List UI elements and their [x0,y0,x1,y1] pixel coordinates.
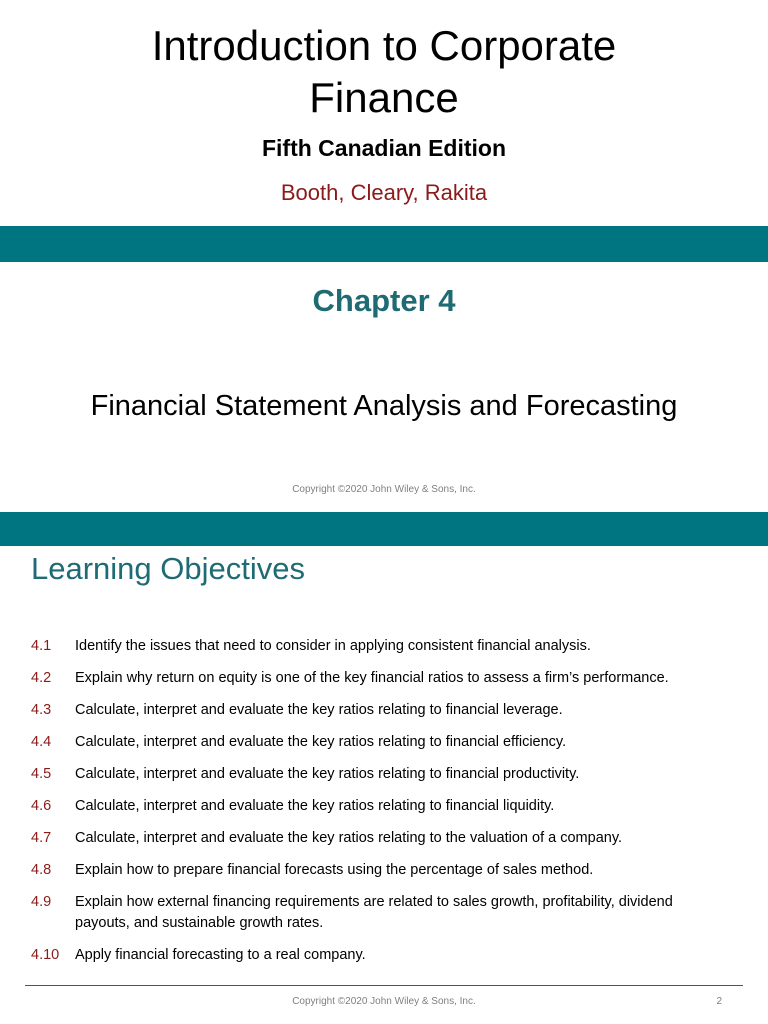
list-item [31,892,731,934]
objective-text: Identify the issues that need to consider in applying consistent financial analysis. [75,638,591,654]
objective-number: 4.10 [31,947,60,963]
objective-number: 4.2 [31,670,52,686]
list-item [31,636,731,657]
list-item [31,700,731,721]
objective-text: Explain why return on equity is one of the key financial ratios to assess a firm’s performance. [75,670,669,686]
objective-number: 4.8 [31,862,52,878]
list-item [31,732,731,753]
objective-text: Calculate, interpret and evaluate the key ratios relating to financial efficiency. [75,734,567,750]
objective-text: Explain how to prepare financial forecasts using the percentage of sales method. [75,862,594,878]
authors-label: Booth, Cleary, Rakita [280,180,488,205]
book-title-line-2: Finance [309,74,459,121]
chapter-title: Financial Statement Analysis and Forecasting [90,390,678,422]
list-item [31,828,731,849]
objective-number: 4.4 [31,734,52,750]
teal-header-band [0,512,768,546]
objective-text: Calculate, interpret and evaluate the key ratios relating to financial leverage. [75,702,563,718]
list-item [31,668,731,689]
objective-number: 4.1 [31,638,52,654]
objective-number: 4.9 [31,894,52,910]
objective-text: Apply financial forecasting to a real company. [75,947,366,963]
objectives-list [31,636,731,977]
footer-copyright: Copyright ©2020 John Wiley & Sons, Inc. [292,996,476,1007]
list-item [31,860,731,881]
list-item [31,764,731,785]
book-title [40,20,728,124]
objective-number: 4.3 [31,702,52,718]
page-number: 2 [716,996,722,1007]
copyright-notice: Copyright ©2020 John Wiley & Sons, Inc. [292,484,476,495]
objective-number: 4.6 [31,798,52,814]
footer-divider [25,985,743,986]
chapter-heading: Chapter 4 [312,283,456,318]
objective-text: Calculate, interpret and evaluate the key ratios relating to financial liquidity. [75,798,555,814]
learning-objectives-heading: Learning Objectives [31,551,305,586]
objective-text: Explain how external financing requirements are related to sales growth, profitability, dividend payouts, and sustainable growth rates. [75,894,673,931]
list-item [31,796,731,817]
objective-number: 4.5 [31,766,52,782]
book-title-line-1: Introduction to Corporate [151,22,617,69]
teal-divider-band [0,226,768,262]
objective-number: 4.7 [31,830,52,846]
list-item [31,945,731,966]
objective-text: Calculate, interpret and evaluate the key ratios relating to the valuation of a company. [75,830,623,846]
objective-text: Calculate, interpret and evaluate the key ratios relating to financial productivity. [75,766,580,782]
edition-label: Fifth Canadian Edition [261,135,507,161]
